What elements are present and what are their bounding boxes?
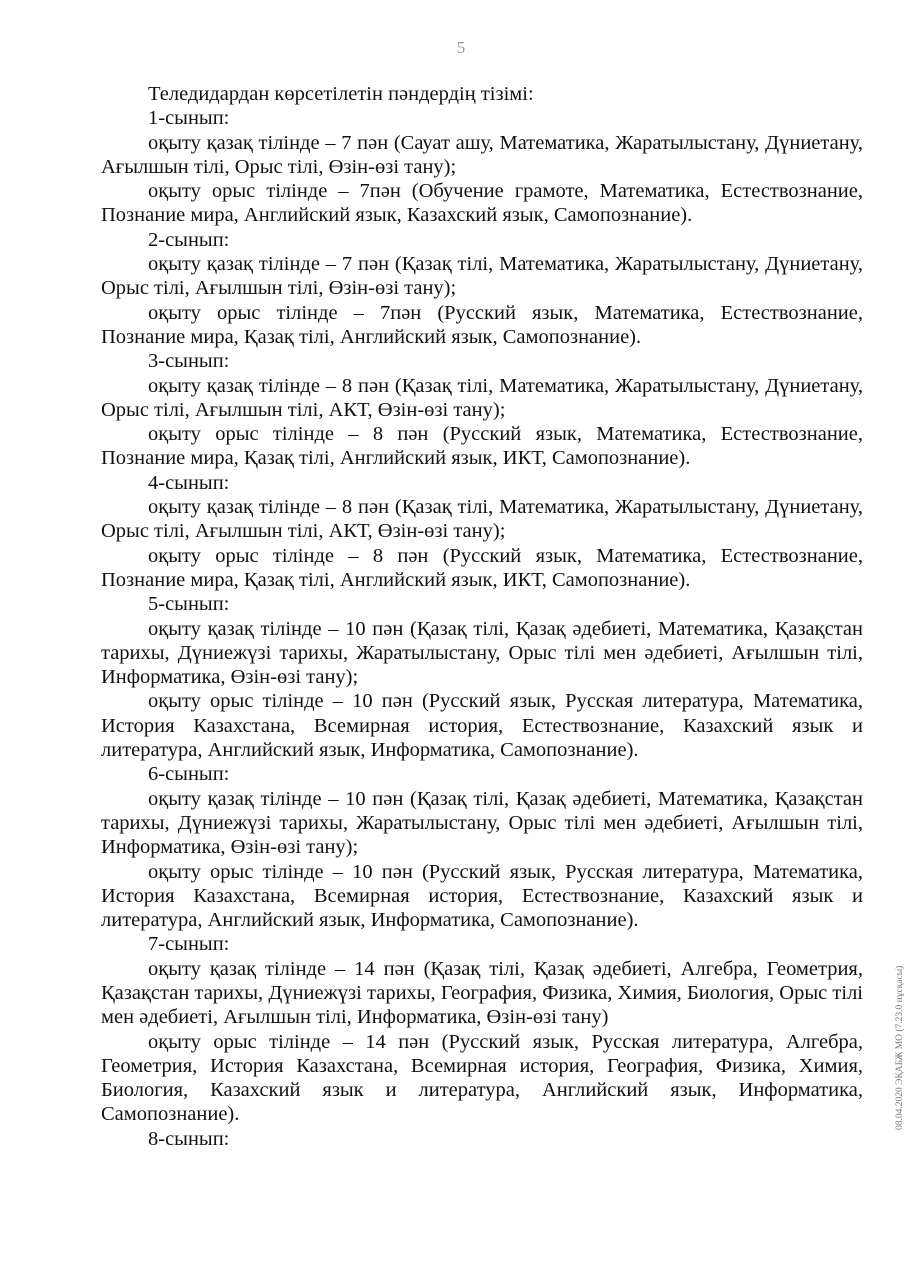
subjects-russian-paragraph: оқыту орыс тілінде – 8 пән (Русский язык, Математика, Естествознание, Познание мира, Қазақ тілі, Английский язык, ИКТ, Самопознание). <box>101 423 863 470</box>
subjects-kazakh-paragraph: оқыту қазақ тілінде – 7 пән (Сауат ашу, Математика, Жаратылыстану, Дүниетану, Ағылшын тілі, Орыс тілі, Өзін-өзі тану); <box>101 131 863 178</box>
document-body <box>101 82 863 1151</box>
subjects-russian-paragraph: оқыту орыс тілінде – 14 пән (Русский язык, Русская литература, Алгебра, Геометрия, История Казахстана, Всемирная история, География, Физика, Химия, Биология, Казахский язык и литература, Английский язык, Информатика, Самопознание). <box>101 1030 863 1126</box>
subjects-kazakh-paragraph: оқыту қазақ тілінде – 8 пән (Қазақ тілі, Математика, Жаратылыстану, Дүниетану, Орыс тілі, Ағылшын тілі, АКТ, Өзін-өзі тану); <box>101 374 863 421</box>
grade-heading: 2-сынып: <box>148 228 230 251</box>
grade-heading: 4-сынып: <box>148 471 230 494</box>
list-title: Теледидардан көрсетілетін пәндердің тізімі: <box>148 83 534 105</box>
grade-heading: 3-сынып: <box>148 350 230 373</box>
subjects-russian-paragraph: оқыту орыс тілінде – 7пән (Русский язык, Математика, Естествознание, Познание мира, Қазақ тілі, Английский язык, Самопознание). <box>101 301 863 348</box>
subjects-kazakh-paragraph: оқыту қазақ тілінде – 10 пән (Қазақ тілі, Қазақ әдебиеті, Математика, Қазақстан тарихы, Дүниежүзі тарихы, Жаратылыстану, Орыс тілі мен әдебиеті, Ағылшын тілі, Информатика, Өзін-өзі тану); <box>101 617 863 689</box>
subjects-russian-paragraph: оқыту орыс тілінде – 8 пән (Русский язык, Математика, Естествознание, Познание мира, Қазақ тілі, Английский язык, ИКТ, Самопознание). <box>101 544 863 591</box>
subjects-kazakh-paragraph: оқыту қазақ тілінде – 10 пән (Қазақ тілі, Қазақ әдебиеті, Математика, Қазақстан тарихы, Дүниежүзі тарихы, Жаратылыстану, Орыс тілі мен әдебиеті, Ағылшын тілі, Информатика, Өзін-өзі тану); <box>101 787 863 859</box>
grade-heading: 5-сынып: <box>148 593 230 616</box>
side-stamp: 08.04.2020 ЭҚАБЖ МО (7.23.0 нұсқасы) <box>895 965 905 1130</box>
subjects-russian-paragraph: оқыту орыс тілінде – 7пән (Обучение грамоте, Математика, Естествознание, Познание мира, Английский язык, Казахский язык, Самопознание). <box>101 180 863 227</box>
grade-heading: 1-сынып: <box>148 107 230 130</box>
subjects-russian-paragraph: оқыту орыс тілінде – 10 пән (Русский язык, Русская литература, Математика, История Казахстана, Всемирная история, Естествознание, Казахский язык и литература, Английский язык, Информатика, Самопознание). <box>101 690 863 762</box>
grade-heading: 6-сынып: <box>148 763 230 786</box>
page-number: 5 <box>456 38 466 57</box>
grade-heading: 8-сынып: <box>148 1127 230 1150</box>
subjects-kazakh-paragraph: оқыту қазақ тілінде – 8 пән (Қазақ тілі, Математика, Жаратылыстану, Дүниетану, Орыс тілі, Ағылшын тілі, АКТ, Өзін-өзі тану); <box>101 496 863 543</box>
grade-heading: 7-сынып: <box>148 933 230 956</box>
subjects-kazakh-paragraph: оқыту қазақ тілінде – 7 пән (Қазақ тілі, Математика, Жаратылыстану, Дүниетану, Орыс тілі, Ағылшын тілі, Өзін-өзі тану); <box>101 253 863 300</box>
subjects-kazakh-paragraph: оқыту қазақ тілінде – 14 пән (Қазақ тілі, Қазақ әдебиеті, Алгебра, Геометрия, Қазақстан тарихы, Дүниежүзі тарихы, География, Физика, Химия, Биология, Орыс тілі мен әдебиеті, Ағылшын тілі, Информатика, Өзін-өзі тану) <box>101 957 863 1029</box>
subjects-russian-paragraph: оқыту орыс тілінде – 10 пән (Русский язык, Русская литература, Математика, История Казахстана, Всемирная история, Естествознание, Казахский язык и литература, Английский язык, Информатика, Самопознание). <box>101 860 863 932</box>
